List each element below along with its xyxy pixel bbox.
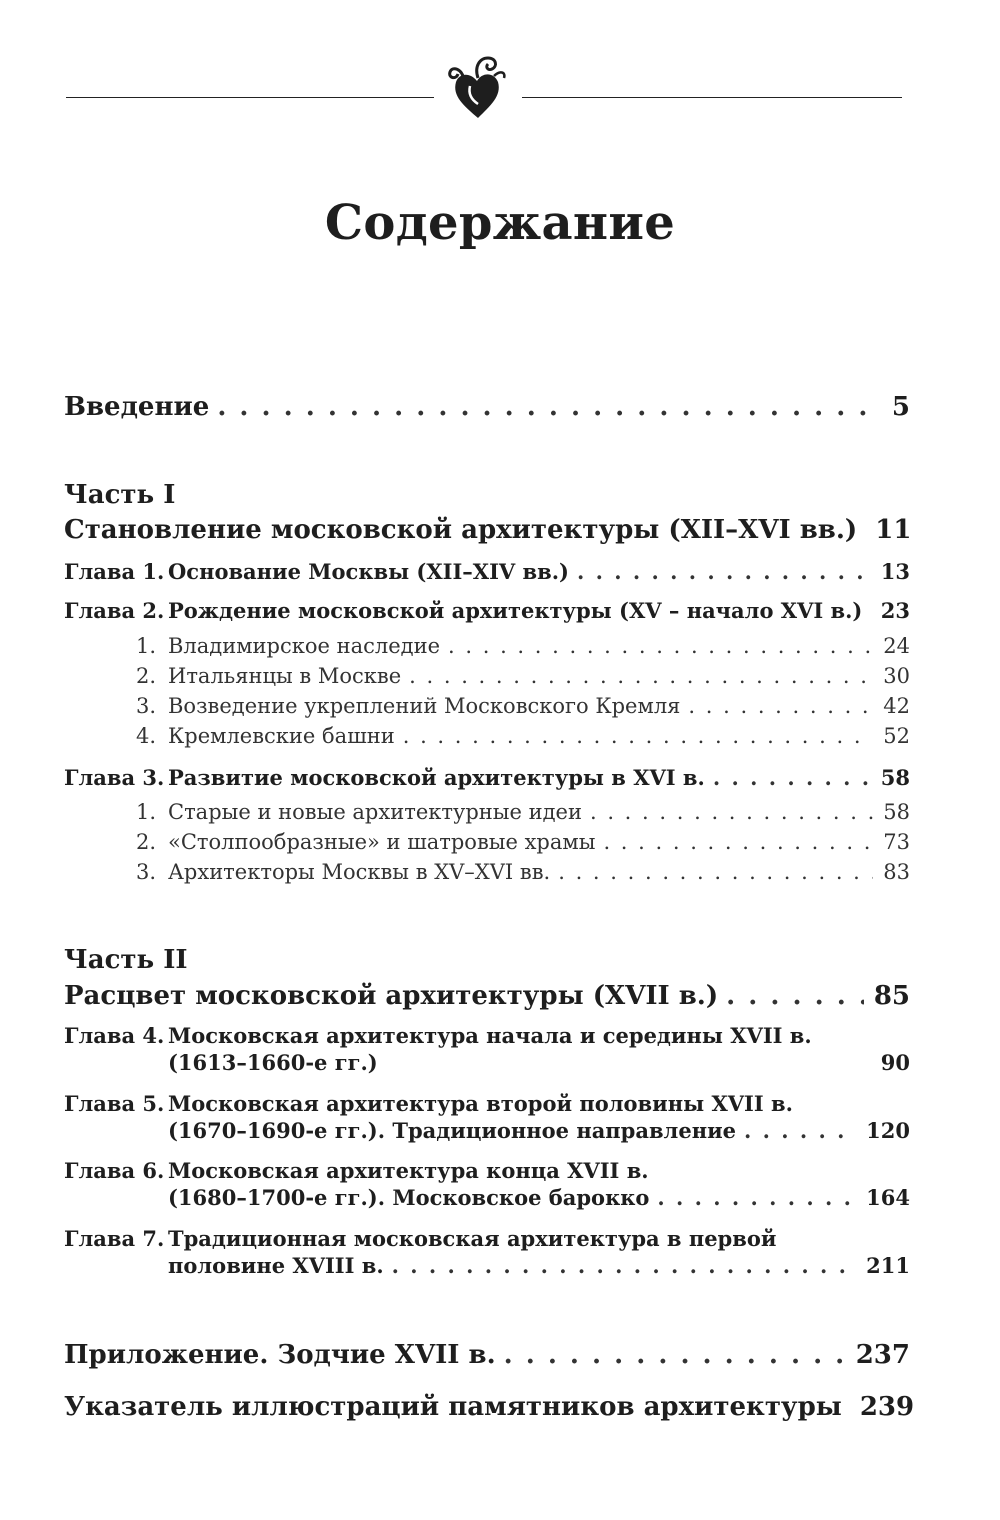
section-title: Архитекторы Москвы в XV–XVI вв. [168, 860, 551, 884]
section-title: Кремлевские башни [168, 724, 395, 748]
toc-page-number: 11 [875, 515, 912, 545]
section-title: Старые и новые архитектурные идеи [168, 800, 582, 824]
chapter-title-line1: Московская архитектура второй половины XVII в. [168, 1091, 793, 1116]
toc-entry-chapter[interactable] [64, 1023, 812, 1048]
dot-leader [726, 981, 864, 1011]
toc-entry-title: Становление московской архитектуры (XII–XVI вв.) [64, 515, 858, 545]
fleuron-heart-icon [444, 52, 512, 122]
chapter-label: Глава 1. [64, 559, 165, 584]
toc-entry-chapter[interactable] [64, 1158, 649, 1183]
dot-leader [577, 559, 871, 584]
toc-page-number: 164 [866, 1185, 910, 1210]
dot-leader [217, 392, 876, 422]
dot-leader [392, 1253, 856, 1278]
chapter-title-line2: (1613–1660-е гг.) [168, 1050, 378, 1075]
toc-entry-part1[interactable] [64, 515, 910, 545]
toc-entry-part2[interactable] [64, 981, 910, 1011]
toc-entry-chapter-cont[interactable] [168, 1050, 910, 1075]
toc-page-number: 5 [891, 392, 910, 422]
toc-entry-title: Приложение. Зодчие XVII в. [64, 1340, 496, 1370]
dot-leader [504, 1340, 846, 1370]
toc-entry-title: Расцвет московской архитектуры (XVII в.) [64, 981, 719, 1011]
section-title: Владимирское наследие [168, 634, 441, 658]
chapter-title-line2: (1670–1690-е гг.). Традиционное направление [168, 1118, 737, 1143]
toc-page-number: 58 [883, 800, 910, 824]
section-number: 4. [136, 724, 157, 748]
toc-page-number: 30 [883, 664, 910, 688]
toc-entry-section[interactable] [136, 860, 910, 884]
chapter-label: Глава 6. [64, 1158, 165, 1183]
dot-leader [409, 664, 873, 688]
header-rule-left [66, 97, 434, 98]
dot-leader [657, 1185, 856, 1210]
toc-page-number: 42 [883, 694, 910, 718]
toc-entry-section[interactable] [136, 664, 910, 688]
section-title: «Столпообразные» и шатровые храмы [168, 830, 596, 854]
toc-entry-chapter[interactable] [64, 598, 910, 623]
dot-leader [590, 800, 873, 824]
dot-leader [603, 830, 873, 854]
toc-entry-chapter[interactable] [64, 1091, 793, 1116]
toc-page-number: 237 [855, 1340, 910, 1370]
toc-page-number: 73 [883, 830, 910, 854]
toc-page-number: 85 [873, 981, 910, 1011]
toc-entry-appendix[interactable] [64, 1340, 910, 1370]
toc-page-number: 13 [880, 559, 910, 584]
toc-entry-chapter-cont[interactable] [168, 1118, 910, 1143]
section-number: 3. [136, 694, 157, 718]
toc-page-number: 58 [880, 765, 910, 790]
chapter-label: Глава 2. [64, 598, 165, 623]
toc-entry-section[interactable] [136, 634, 910, 658]
toc-page-number: 83 [883, 860, 910, 884]
dot-leader [448, 634, 873, 658]
toc-page-number: 24 [883, 634, 910, 658]
chapter-title-line1: Московская архитектура начала и середины XVII в. [168, 1023, 812, 1048]
dot-leader [744, 1118, 856, 1143]
toc-page-number: 52 [883, 724, 910, 748]
toc-entry-section[interactable] [136, 830, 910, 854]
chapter-title: Основание Москвы (XII–XIV вв.) [168, 559, 569, 584]
toc-page-number: 23 [880, 598, 910, 623]
toc-page-number: 239 [859, 1392, 915, 1422]
toc-entry-chapter[interactable] [64, 765, 910, 790]
toc-entry-section[interactable] [136, 724, 910, 748]
chapter-title-line1: Московская архитектура конца XVII в. [168, 1158, 649, 1183]
toc-page-number: 120 [866, 1118, 910, 1143]
dot-leader [688, 694, 873, 718]
toc-page-number: 211 [866, 1253, 910, 1278]
header-ornament-row [66, 52, 902, 122]
dot-leader [558, 860, 873, 884]
section-number: 2. [136, 664, 157, 688]
toc-entry-section[interactable] [136, 694, 910, 718]
section-title: Возведение укреплений Московского Кремля [168, 694, 681, 718]
toc-entry-section[interactable] [136, 800, 910, 824]
section-number: 3. [136, 860, 157, 884]
dot-leader [713, 765, 871, 790]
chapter-label: Глава 5. [64, 1091, 165, 1116]
toc-entry-chapter-cont[interactable] [168, 1253, 910, 1278]
toc-entry-chapter[interactable] [64, 1226, 776, 1251]
chapter-title-line2: половине XVIII в. [168, 1253, 384, 1278]
part-label: Часть II [64, 945, 188, 975]
chapter-title-line2: (1680–1700-е гг.). Московское барокко [168, 1185, 650, 1210]
toc-entry-intro[interactable] [64, 392, 910, 422]
chapter-title: Развитие московской архитектуры в XVI в. [168, 765, 705, 790]
chapter-label: Глава 3. [64, 765, 165, 790]
section-number: 2. [136, 830, 157, 854]
page-title: Содержание [324, 195, 676, 251]
toc-page-number: 90 [880, 1050, 910, 1075]
toc-entry-title: Указатель иллюстраций памятников архитектуры [64, 1392, 842, 1422]
part-label: Часть I [64, 480, 176, 510]
section-number: 1. [136, 800, 157, 824]
toc-entry-chapter-cont[interactable] [168, 1185, 910, 1210]
chapter-label: Глава 7. [64, 1226, 165, 1251]
section-title: Итальянцы в Москве [168, 664, 402, 688]
chapter-label: Глава 4. [64, 1023, 165, 1048]
toc-entry-title: Введение [64, 392, 210, 422]
chapter-title: Рождение московской архитектуры (XV – начало XVI в.) [168, 598, 863, 623]
toc-entry-chapter[interactable] [64, 559, 910, 584]
chapter-title-line1: Традиционная московская архитектура в первой [168, 1226, 777, 1251]
dot-leader [403, 724, 874, 748]
toc-entry-index[interactable] [64, 1392, 915, 1422]
section-number: 1. [136, 634, 157, 658]
header-rule-right [522, 97, 902, 98]
